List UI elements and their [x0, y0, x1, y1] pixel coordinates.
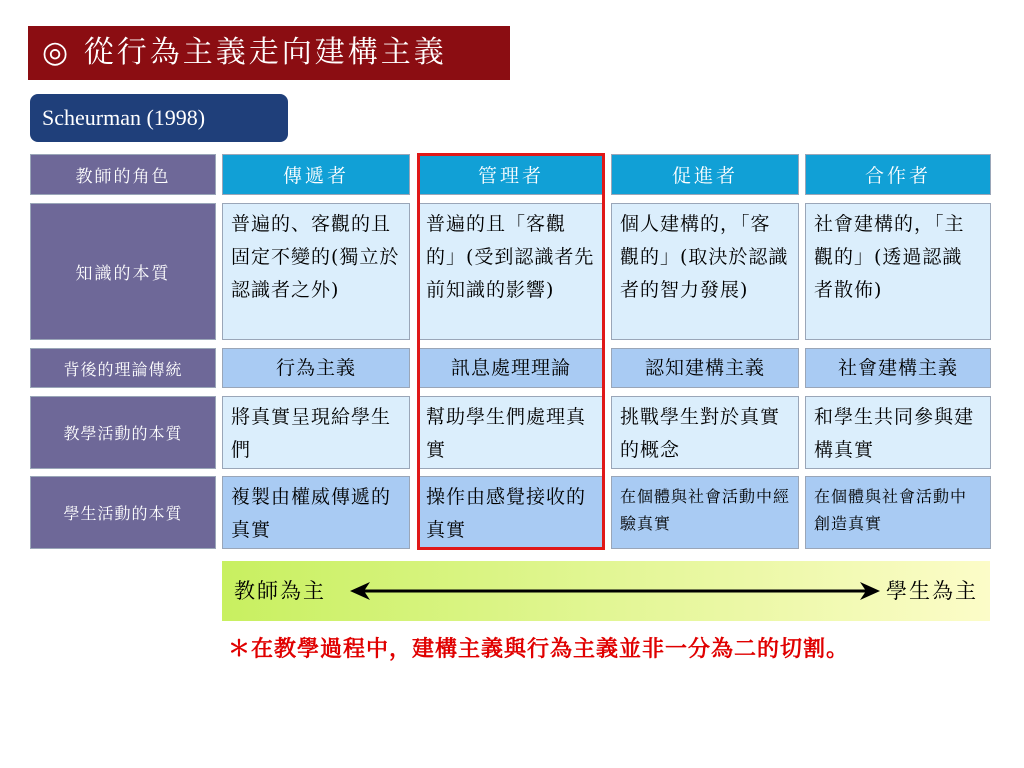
- table-cell: 複製由權威傳遞的真實: [222, 476, 410, 549]
- row-header-teaching: 教學活動的本質: [30, 396, 216, 469]
- table-cell: 挑戰學生對於真實的概念: [611, 396, 799, 469]
- citation-badge: Scheurman (1998): [30, 94, 288, 142]
- table-corner-header: 教師的角色: [30, 154, 216, 195]
- table-cell: 將真實呈現給學生們: [222, 396, 410, 469]
- page-title: ◎ 從行為主義走向建構主義: [28, 26, 510, 80]
- column-header-transmitter: 傳遞者: [222, 154, 410, 195]
- table-cell: 和學生共同參與建構真實: [805, 396, 991, 469]
- table-cell: 普遍的且「客觀的」(受到認識者先前知識的影響): [417, 203, 605, 340]
- column-header-collaborator: 合作者: [805, 154, 991, 195]
- column-header-facilitator: 促進者: [611, 154, 799, 195]
- table-cell: 訊息處理理論: [417, 348, 605, 388]
- table-cell: 操作由感覺接收的真實: [417, 476, 605, 549]
- teacher-student-continuum: [222, 561, 990, 621]
- table-cell: 認知建構主義: [611, 348, 799, 388]
- row-header-knowledge: 知識的本質: [30, 203, 216, 340]
- table-cell: 個人建構的，「客觀的」(取決於認識者的智力發展): [611, 203, 799, 340]
- table-cell: 在個體與社會活動中創造真實: [805, 476, 991, 549]
- table-cell: 社會建構的，「主觀的」(透過認識者散佈): [805, 203, 991, 340]
- continuum-right-label: 學生為主: [886, 579, 978, 603]
- footnote: ＊在教學過程中，建構主義與行為主義並非一分為二的切割。: [228, 636, 850, 662]
- row-header-theory: 背後的理論傳統: [30, 348, 216, 388]
- table-cell: 普遍的、客觀的且固定不變的(獨立於認識者之外): [222, 203, 410, 340]
- continuum-left-label: 教師為主: [234, 579, 326, 603]
- double-arrow-icon: [350, 579, 880, 603]
- column-header-manager: 管理者: [417, 154, 605, 195]
- table-cell: 幫助學生們處理真實: [417, 396, 605, 469]
- table-cell: 社會建構主義: [805, 348, 991, 388]
- table-cell: 在個體與社會活動中經驗真實: [611, 476, 799, 549]
- row-header-student: 學生活動的本質: [30, 476, 216, 549]
- table-cell: 行為主義: [222, 348, 410, 388]
